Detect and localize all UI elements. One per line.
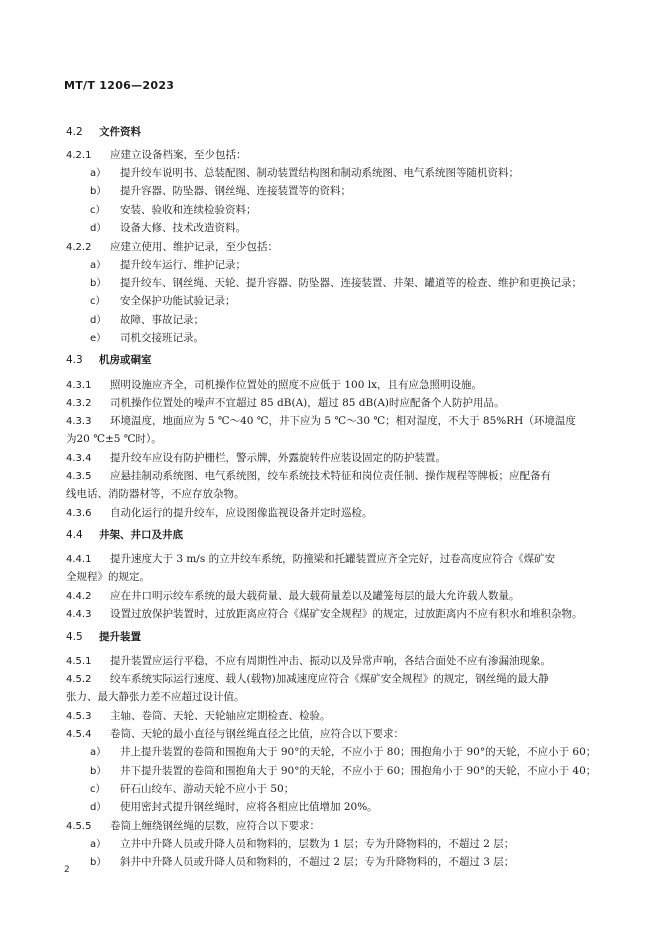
clause-text: 环境温度，地面应为 5 ℃～40 ℃，井下应为 5 ℃～30 ℃；相对湿度，不大于 85%RH（环境温度 [110,415,576,427]
section-title: 提升装置 [99,631,141,643]
clause [66,148,247,163]
clause [66,654,551,669]
section-title: 井架、井口及井底 [99,529,183,541]
list-item-label: c） [90,784,106,795]
clause [66,727,404,742]
clause-text: 应悬挂制动系统图、电气系统图，绞车系统技术特征和岗位责任制、操作规程等牌板；应配备有 [110,470,551,482]
clause [66,469,551,484]
list-item-label: b） [90,278,107,289]
clause-text: 司机操作位置处的噪声不宜超过 85 dB(A)，超过 85 dB(A)时应配备个人防护用品。 [110,397,505,409]
list-item-label: a） [90,260,107,271]
section-title: 文件资料 [99,126,141,138]
clause [66,506,373,521]
clause-text: 卷筒、天轮的最小直径与钢丝绳直径之比值，应符合以下要求： [110,728,404,740]
list-item-text: 井上提升装置的卷筒和围抱角大于 90°的天轮，不应小于 80；围抱角小于 90°的天轮，不应小于 60； [120,746,597,758]
list-item [90,837,514,852]
clause-number: 4.3.4 [66,453,92,464]
list-item [90,745,596,760]
list-item-text: 司机交接班记录。 [120,332,204,344]
clause-text: 照明设施应齐全，司机操作位置处的照度不应低于 100 lx，且有应急照明设施。 [110,379,482,391]
clause-text: 自动化运行的提升绞车，应设图像监视设备并定时巡检。 [110,507,373,519]
list-item-text: 安全保护功能试验记录； [120,295,236,307]
clause-text: 卷筒上缠绕钢丝绳的层数，应符合以下要求： [110,820,320,832]
section-heading [66,125,141,139]
list-item [90,184,351,199]
list-item-label: d） [90,223,107,234]
list-item [90,203,257,218]
continuation-text: 为20 ℃±5 ℃时）。 [66,433,162,445]
clause-number: 4.3.2 [66,398,92,409]
list-item [90,855,514,870]
clause-text: 提升装置应运行平稳，不应有周期性冲击、振动以及异常声响，各结合面处不应有渗漏油现象。 [110,655,551,667]
list-item [90,221,246,236]
section-number: 4.5 [66,631,83,643]
clause-number: 4.5.5 [66,821,92,832]
list-item-text: 提升绞车、钢丝绳、天轮、提升容器、防坠器、连接装置、井架、罐道等的检查、维护和更换记录； [120,277,582,289]
list-item-text: 故障、事故记录； [120,314,204,326]
list-item-text: 井下提升装置的卷筒和围抱角大于 90°的天轮，不应小于 60；围抱角小于 90°的天轮，不应小于 40； [120,765,597,777]
clause-text: 提升绞车应设有防护栅栏，警示牌，外露旋转件应装设固定的防护装置。 [110,452,446,464]
list-item-label: a） [90,168,107,179]
clause-text: 提升速度大于 3 m/s 的立井绞车系统，防撞梁和托罐装置应齐全完好，过卷高度应符合《煤矿安 [110,553,556,565]
clause [66,451,446,466]
section-number: 4.3 [66,354,83,366]
clause [66,819,320,834]
clause-text: 绞车系统实际运行速度、载人(载物)加减速度应符合《煤矿安全规程》的规定，钢丝绳的最大静 [110,673,549,685]
clause-number: 4.3.6 [66,508,92,519]
section-number: 4.4 [66,529,83,541]
clause [66,552,555,567]
section-heading [66,353,152,367]
list-item-label: a） [90,747,107,758]
clause-number: 4.5.4 [66,729,92,740]
clause-number: 4.4.2 [66,591,92,602]
list-item-text: 安装、验收和连续检验资料； [120,204,257,216]
list-item-label: b） [90,857,107,868]
list-item-label: c） [90,296,106,307]
list-item [90,258,246,273]
continuation-text: 全规程》的规定。 [66,571,150,583]
section-number: 4.2 [66,126,83,138]
clause-number: 4.5.3 [66,711,92,722]
list-item [90,782,294,797]
list-item-label: b） [90,766,107,777]
list-item-label: d） [90,315,107,326]
clause-number: 4.2.2 [66,242,92,253]
list-item-label: b） [90,186,107,197]
clause-number: 4.4.3 [66,609,92,620]
clause-number: 4.5.1 [66,656,92,667]
section-heading [66,630,141,644]
clause-text: 应在井口明示绞车系统的最大载荷量、最大载荷量差以及罐笼每层的最大允许载人数量。 [110,590,520,602]
continuation-text: 张力、最大静张力差不应超过设计值。 [66,691,245,703]
clause-number: 4.3.5 [66,471,92,482]
list-item-text: 提升绞车运行、维护记录； [120,259,246,271]
list-item [90,166,519,181]
list-item-text: 矸石山绞车、游动天轮不应小于 50； [120,783,295,795]
clause [66,396,505,411]
list-item-label: c） [90,205,106,216]
clause-text: 应建立设备档案，至少包括： [110,149,247,161]
list-item-label: e） [90,333,107,344]
list-item-text: 立井中升降人员或升降人员和物料的，层数为 1 层；专为升降物料的，不超过 2 层； [120,838,515,850]
standard-code-header: MT/T 1206—2023 [64,79,175,92]
clause-text: 设置过放保护装置时，过放距离应符合《煤矿安全规程》的规定，过放距离内不应有积水和堆积杂物。 [110,608,583,620]
list-item [90,800,378,815]
clause [66,240,278,255]
clause-number: 4.5.2 [66,674,92,685]
clause [66,589,520,604]
list-item-text: 斜井中升降人员或升降人员和物料的，不超过 2 层；专为升降物料的，不超过 3 层； [120,856,515,868]
clause-text: 主轴、卷筒、天轮、天轮轴应定期检查、检验。 [110,710,331,722]
list-item-text: 提升绞车说明书、总装配图、制动装置结构图和制动系统图、电气系统图等随机资料； [120,167,519,179]
clause-number: 4.4.1 [66,554,92,565]
clause [66,378,482,393]
continuation-text: 线电话、消防器材等，不应存放杂物。 [66,488,245,500]
clause [66,709,331,724]
clause-number: 4.2.1 [66,150,92,161]
clause [66,414,576,429]
list-item-text: 设备大修、技术改造资料。 [120,222,246,234]
list-item-label: a） [90,839,107,850]
clause-text: 应建立使用、维护记录，至少包括： [110,241,278,253]
list-item [90,294,236,309]
list-item [90,764,596,779]
clause-number: 4.3.1 [66,380,92,391]
list-item-label: d） [90,802,107,813]
clause [66,672,549,687]
clause-number: 4.3.3 [66,416,92,427]
list-item [90,331,204,346]
section-heading [66,528,183,542]
list-item [90,276,582,291]
list-item [90,313,204,328]
list-item-text: 提升容器、防坠器、钢丝绳、连接装置等的资料； [120,185,351,197]
list-item-text: 使用密封式提升钢丝绳时，应将各相应比值增加 20%。 [120,801,378,813]
clause [66,607,583,622]
page-number: 2 [64,865,70,875]
section-title: 机房或硐室 [99,354,152,366]
